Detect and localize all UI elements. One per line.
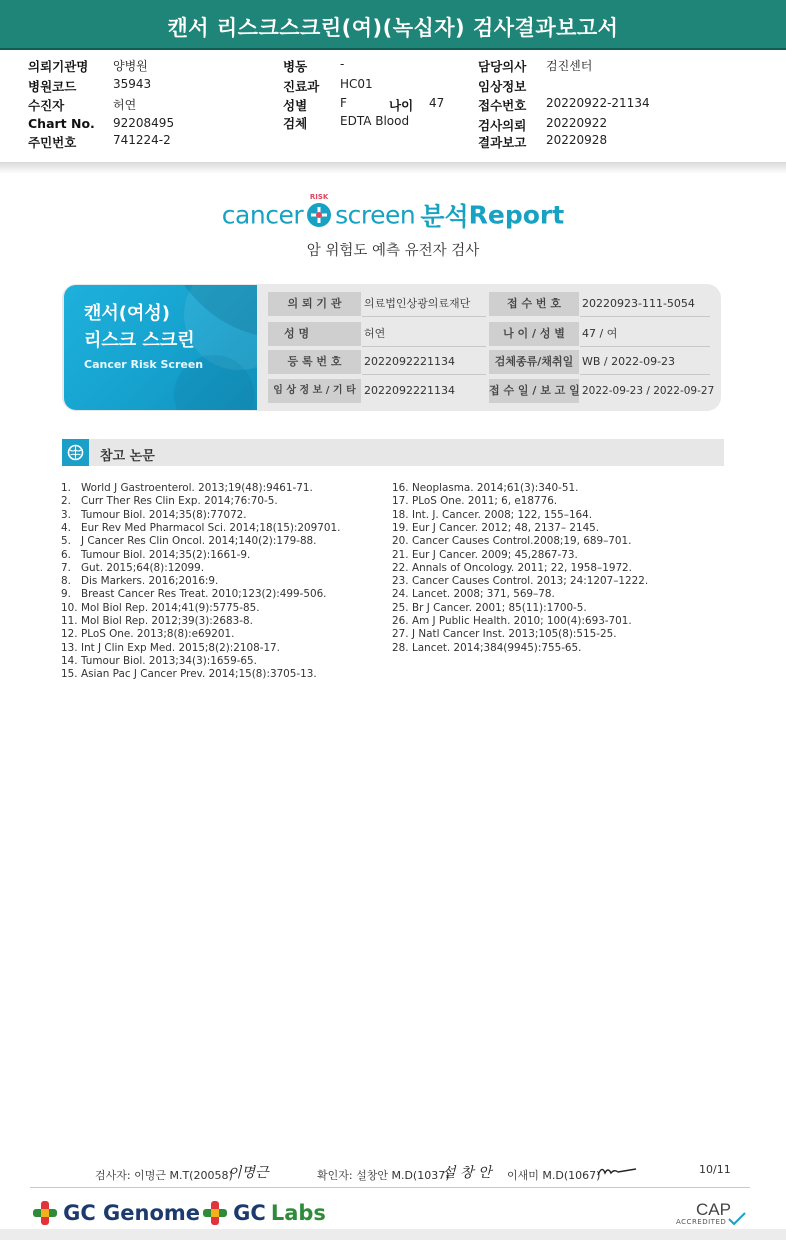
info-card-banner — [64, 285, 257, 410]
gc-cross-icon — [32, 1200, 58, 1226]
reference-item — [392, 588, 555, 601]
reference-number: 20. — [392, 535, 409, 548]
reference-text: Eur J Cancer. 2009; 45,2867-73. — [412, 548, 578, 561]
reference-item — [392, 549, 578, 562]
references-section-bar — [62, 439, 724, 466]
banner-title-line1: 캔서(여성) — [84, 303, 171, 324]
reference-item — [61, 482, 313, 495]
label-sex: 성별 — [283, 98, 308, 113]
brain-icon — [62, 439, 89, 466]
reference-number: 12. — [61, 628, 78, 641]
value-ward: - — [340, 57, 345, 71]
reference-text: Lancet. 2008; 371, 569–78. — [412, 588, 555, 601]
reference-number: 25. — [392, 601, 409, 614]
value-chart-no: 92208495 — [113, 116, 175, 130]
info-label-institution: 의 뢰 기 관 — [268, 292, 361, 316]
reference-item — [61, 562, 204, 575]
value-resident-no: 741224-2 — [113, 133, 171, 147]
reference-item — [61, 495, 278, 508]
reference-item — [392, 509, 592, 522]
info-value-specimen: WB / 2022-09-23 — [580, 350, 710, 375]
info-label-receipt-no: 접 수 번 호 — [489, 292, 579, 316]
approver-signature: 설 창 안 — [442, 1165, 492, 1181]
reference-item — [392, 642, 581, 655]
reference-text: Gut. 2015;64(8):12099. — [81, 561, 205, 574]
third-signer-label: 이새미 M.D(1067) — [507, 1169, 601, 1182]
approver-label: 확인자: 설창안 M.D(1037) — [317, 1169, 450, 1182]
label-age: 나이 — [389, 98, 414, 113]
cap-sub-text: ACCREDITED — [676, 1218, 727, 1226]
value-receipt-no: 20220922-21134 — [546, 96, 650, 110]
reference-text: Br J Cancer. 2001; 85(11):1700-5. — [412, 601, 587, 614]
reference-text: Int J Clin Exp Med. 2015;8(2):2108-17. — [81, 641, 280, 654]
reference-text: Asian Pac J Cancer Prev. 2014;15(8):3705-13. — [81, 668, 317, 681]
reference-number: 7. — [61, 561, 71, 574]
label-ward: 병동 — [283, 59, 308, 74]
value-patient-name: 허연 — [113, 98, 137, 112]
reference-number: 26. — [392, 615, 409, 627]
reference-number: 16. — [392, 482, 409, 494]
reference-item — [392, 628, 617, 641]
reference-text: Cancer Causes Control.2008;19, 689–701. — [412, 535, 632, 548]
reference-text: Mol Biol Rep. 2012;39(3):2683-8. — [81, 615, 253, 627]
reference-text: Eur Rev Med Pharmacol Sci. 2014;18(15):209701. — [81, 521, 341, 534]
reference-item — [392, 575, 648, 588]
reference-number: 8. — [61, 575, 71, 588]
reference-text: Am J Public Health. 2010; 100(4):693-701. — [412, 615, 632, 627]
reference-item — [392, 602, 587, 615]
reference-item — [61, 588, 327, 601]
gc-labs-logo — [202, 1200, 326, 1230]
label-doctor: 담당의사 — [478, 59, 527, 74]
banner-title-line2: 리스크 스크린 — [84, 330, 195, 351]
info-value-clinical: 2022092221134 — [364, 384, 455, 397]
value-department: HC01 — [340, 77, 373, 91]
reference-number: 18. — [392, 508, 409, 521]
logo-word-screen: screen — [335, 200, 416, 230]
label-hospital-code: 병원코드 — [28, 79, 77, 94]
info-label-age-sex: 나 이 / 성 별 — [489, 322, 579, 346]
reference-text: Eur J Cancer. 2012; 48, 2137– 2145. — [412, 521, 600, 534]
label-chart-no: Chart No. — [28, 116, 95, 131]
logo-word-analysis: 분석 — [420, 202, 469, 231]
value-specimen: EDTA Blood — [340, 114, 410, 128]
label-specimen: 검체 — [283, 116, 308, 131]
value-sex: F — [340, 96, 347, 110]
info-value-name: 허연 — [362, 322, 486, 347]
risk-badge-icon — [306, 193, 332, 228]
reference-text: Breast Cancer Res Treat. 2010;123(2):499-506. — [81, 588, 327, 601]
cap-accredited-logo — [676, 1200, 748, 1230]
logo-risk-label: RISK — [309, 193, 329, 201]
reference-number: 15. — [61, 668, 78, 681]
reference-text: PLoS One. 2013;8(8):e69201. — [81, 628, 235, 641]
reference-number: 4. — [61, 521, 71, 534]
label-institution: 의뢰기관명 — [28, 59, 89, 74]
third-signature-icon — [596, 1163, 638, 1179]
reference-item — [61, 535, 316, 548]
cancer-risk-screen-logo — [0, 193, 786, 233]
value-report-date: 20220928 — [546, 133, 608, 147]
reference-number: 17. — [392, 495, 409, 508]
gc-cross-icon — [202, 1200, 228, 1226]
reference-item — [61, 509, 247, 522]
reference-number: 6. — [61, 548, 71, 561]
reference-number: 5. — [61, 535, 71, 548]
reference-item — [392, 535, 631, 548]
label-resident-no: 주민번호 — [28, 135, 77, 150]
reference-item — [392, 495, 557, 508]
label-request-date: 검사의뢰 — [478, 118, 527, 133]
info-label-dates: 접 수 일 / 보 고 일 — [489, 379, 579, 403]
page-number: 10/11 — [699, 1163, 731, 1176]
reference-item — [61, 522, 340, 535]
reference-item — [61, 655, 257, 668]
reference-item — [61, 642, 280, 655]
reference-number: 24. — [392, 588, 409, 601]
references-section-title: 참고 논문 — [100, 449, 155, 464]
info-value-institution: 의료법인상광의료재단 — [362, 292, 486, 317]
reference-text: Neoplasma. 2014;61(3):340-51. — [412, 482, 579, 494]
reference-item — [61, 615, 253, 628]
reference-number: 27. — [392, 628, 409, 641]
info-label-name-text: 성 명 — [284, 327, 310, 340]
reference-number: 23. — [392, 575, 409, 588]
value-age: 47 — [429, 96, 445, 110]
reference-text: J Natl Cancer Inst. 2013;105(8):515-25. — [412, 628, 617, 641]
reference-item — [61, 628, 234, 641]
info-label-specimen: 검체종류/채취일 — [489, 350, 579, 374]
cap-text: CAP — [696, 1200, 731, 1219]
info-value-dates: 2022-09-23 / 2022-09-27 — [582, 385, 715, 397]
reference-number: 28. — [392, 641, 409, 654]
reference-text: Tumour Biol. 2014;35(8):77072. — [81, 508, 247, 521]
reference-number: 1. — [61, 482, 71, 494]
label-receipt-no: 접수번호 — [478, 98, 527, 113]
reference-item — [392, 482, 578, 495]
reference-text: World J Gastroenterol. 2013;19(48):9461-71. — [81, 482, 313, 494]
gc-labs-text-a: GC — [233, 1201, 266, 1225]
reference-number: 13. — [61, 641, 78, 654]
info-label-clinical: 임 상 정 보 / 기 타 — [268, 379, 361, 403]
footer-divider — [30, 1187, 750, 1188]
gc-genome-logo — [32, 1200, 200, 1230]
reference-text: Mol Biol Rep. 2014;41(9):5775-85. — [81, 601, 260, 614]
reference-item — [61, 668, 317, 681]
banner-title-en: Cancer Risk Screen — [84, 358, 204, 371]
checkmark-icon — [728, 1212, 746, 1226]
examiner-label: 검사자: 이명근 M.T(20058) — [95, 1169, 233, 1182]
value-doctor: 검진센터 — [546, 59, 593, 73]
reference-item — [61, 602, 260, 615]
reference-item — [392, 522, 599, 535]
reference-text: Annals of Oncology. 2011; 22, 1958–1972. — [412, 561, 632, 574]
reference-number: 2. — [61, 495, 71, 508]
info-value-receipt-no: 20220923-111-5054 — [580, 292, 710, 317]
report-title: 캔서 리스크스크린(여)(녹십자) 검사결과보고서 — [167, 16, 619, 40]
reference-number: 9. — [61, 588, 71, 601]
reference-text: Tumour Biol. 2014;35(2):1661-9. — [81, 548, 251, 561]
reference-number: 10. — [61, 601, 78, 614]
reference-text: J Cancer Res Clin Oncol. 2014;140(2):179-88. — [81, 535, 317, 548]
label-report-date: 결과보고 — [478, 135, 527, 150]
reference-number: 22. — [392, 561, 409, 574]
info-label-reg-no: 등 록 번 호 — [268, 350, 361, 374]
reference-number: 21. — [392, 548, 409, 561]
info-label-name — [268, 322, 361, 346]
reference-number: 14. — [61, 654, 78, 667]
reference-text: Cancer Causes Control. 2013; 24:1207–1222. — [412, 575, 649, 588]
reference-text: PLoS One. 2011; 6, e18776. — [412, 495, 558, 508]
reference-text: Int. J. Cancer. 2008; 122, 155–164. — [412, 508, 593, 521]
value-hospital-code: 35943 — [113, 77, 152, 91]
reference-text: Lancet. 2014;384(9945):755-65. — [412, 641, 582, 654]
reference-number: 19. — [392, 521, 409, 534]
label-patient-name: 수진자 — [28, 98, 65, 113]
reference-text: Curr Ther Res Clin Exp. 2014;76:70-5. — [81, 495, 278, 508]
header-divider — [0, 162, 786, 174]
report-title-bar — [0, 0, 786, 50]
reference-text: Dis Markers. 2016;2016:9. — [81, 575, 219, 588]
gc-genome-text: GC Genome — [63, 1201, 201, 1225]
reference-item — [61, 549, 250, 562]
gc-labs-text-b: Labs — [270, 1201, 326, 1225]
reference-item — [392, 615, 632, 628]
label-clinical-info: 임상정보 — [478, 79, 527, 94]
report-subtitle: 암 위험도 예측 유전자 검사 — [306, 243, 480, 259]
reference-number: 11. — [61, 615, 78, 627]
logo-word-cancer: cancer — [221, 200, 304, 230]
value-institution: 양병원 — [113, 59, 148, 73]
page-bottom-strip — [0, 1229, 786, 1240]
reference-item — [392, 562, 632, 575]
reference-number: 3. — [61, 508, 71, 521]
info-value-reg-no: 2022092221134 — [362, 350, 486, 375]
logo-word-report: Report — [468, 200, 565, 230]
reference-text: Tumour Biol. 2013;34(3):1659-65. — [81, 654, 257, 667]
info-value-age-sex: 47 / 여 — [580, 322, 710, 347]
value-request-date: 20220922 — [546, 116, 608, 130]
label-department: 진료과 — [283, 79, 320, 94]
examiner-signature: 이명근 — [228, 1165, 269, 1181]
reference-item — [61, 575, 218, 588]
